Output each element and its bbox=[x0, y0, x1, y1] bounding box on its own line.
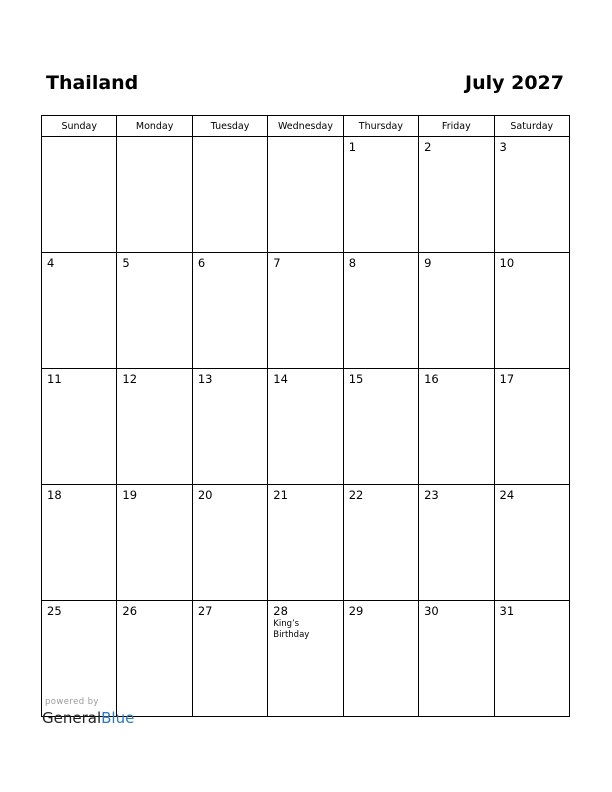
day-cell bbox=[192, 369, 267, 485]
weekday-header: Thursday bbox=[343, 116, 418, 137]
country-title: Thailand bbox=[46, 72, 139, 94]
day-cell bbox=[117, 601, 192, 717]
day-cell bbox=[268, 369, 343, 485]
calendar-grid bbox=[41, 115, 570, 717]
weekday-header: Tuesday bbox=[192, 116, 267, 137]
day-cell bbox=[494, 253, 569, 369]
week-row bbox=[42, 601, 570, 717]
day-cell bbox=[192, 601, 267, 717]
day-cell bbox=[494, 601, 569, 717]
day-cell bbox=[117, 253, 192, 369]
day-number: 28 bbox=[273, 604, 288, 618]
day-number: 6 bbox=[197, 256, 206, 270]
day-cell bbox=[117, 369, 192, 485]
day-cell bbox=[419, 253, 494, 369]
day-cell bbox=[117, 137, 192, 253]
weekday-header: Sunday bbox=[42, 116, 117, 137]
day-cell bbox=[343, 369, 418, 485]
day-number: 17 bbox=[499, 372, 515, 386]
day-number: 1 bbox=[348, 140, 357, 154]
day-number: 22 bbox=[348, 488, 364, 502]
weekday-header-row bbox=[42, 116, 570, 137]
day-number: 19 bbox=[122, 488, 138, 502]
weekday-header: Monday bbox=[117, 116, 192, 137]
day-cell bbox=[192, 253, 267, 369]
day-number: 21 bbox=[273, 488, 288, 502]
day-number: 13 bbox=[197, 372, 213, 386]
day-cell bbox=[192, 485, 267, 601]
day-number: 9 bbox=[424, 256, 432, 270]
calendar-body bbox=[42, 137, 570, 717]
week-row bbox=[42, 485, 570, 601]
day-number: 26 bbox=[122, 604, 138, 618]
day-cell bbox=[419, 601, 494, 717]
day-cell bbox=[494, 369, 569, 485]
weekday-header: Saturday bbox=[494, 116, 569, 137]
day-number: 24 bbox=[499, 488, 515, 502]
brand-blue-text: Blue bbox=[101, 709, 135, 727]
day-cell bbox=[419, 485, 494, 601]
day-number: 5 bbox=[122, 256, 130, 270]
day-cell bbox=[419, 369, 494, 485]
week-row bbox=[42, 137, 570, 253]
day-number: 2 bbox=[424, 140, 432, 154]
day-cell bbox=[268, 137, 343, 253]
day-number: 18 bbox=[47, 488, 62, 502]
day-number: 12 bbox=[122, 372, 138, 386]
brand-general-text: General bbox=[42, 709, 102, 727]
week-row bbox=[42, 369, 570, 485]
day-cell bbox=[494, 137, 569, 253]
brand-logo bbox=[42, 708, 134, 728]
day-cell bbox=[42, 137, 117, 253]
holiday-label: King’s Birthday bbox=[273, 619, 310, 640]
day-cell bbox=[343, 137, 418, 253]
calendar bbox=[41, 115, 570, 688]
day-number: 23 bbox=[424, 488, 439, 502]
day-cell bbox=[192, 137, 267, 253]
powered-by-label: powered by bbox=[45, 697, 99, 707]
day-cell bbox=[343, 253, 418, 369]
day-cell bbox=[343, 601, 418, 717]
day-number: 20 bbox=[197, 488, 213, 502]
day-number: 31 bbox=[499, 604, 515, 618]
day-cell bbox=[42, 369, 117, 485]
day-cell bbox=[42, 253, 117, 369]
day-number: 15 bbox=[348, 372, 364, 386]
day-cell bbox=[494, 485, 569, 601]
day-number: 4 bbox=[47, 256, 55, 270]
day-cell bbox=[268, 601, 343, 717]
month-year-title: July 2027 bbox=[465, 72, 564, 94]
day-cell bbox=[268, 485, 343, 601]
day-number: 10 bbox=[499, 256, 515, 270]
day-number: 29 bbox=[348, 604, 364, 618]
day-number: 7 bbox=[273, 256, 281, 270]
day-cell bbox=[268, 253, 343, 369]
day-cell bbox=[117, 485, 192, 601]
day-number: 3 bbox=[499, 140, 507, 154]
day-cell bbox=[419, 137, 494, 253]
day-number: 14 bbox=[273, 372, 288, 386]
day-number: 16 bbox=[424, 372, 439, 386]
week-row bbox=[42, 253, 570, 369]
day-number: 11 bbox=[47, 372, 62, 386]
day-cell bbox=[42, 485, 117, 601]
weekday-header: Friday bbox=[419, 116, 494, 137]
weekday-header: Wednesday bbox=[268, 116, 343, 137]
day-number: 8 bbox=[348, 256, 357, 270]
day-number: 27 bbox=[197, 604, 213, 618]
day-number: 25 bbox=[47, 604, 62, 618]
day-number: 30 bbox=[424, 604, 439, 618]
day-cell bbox=[343, 485, 418, 601]
